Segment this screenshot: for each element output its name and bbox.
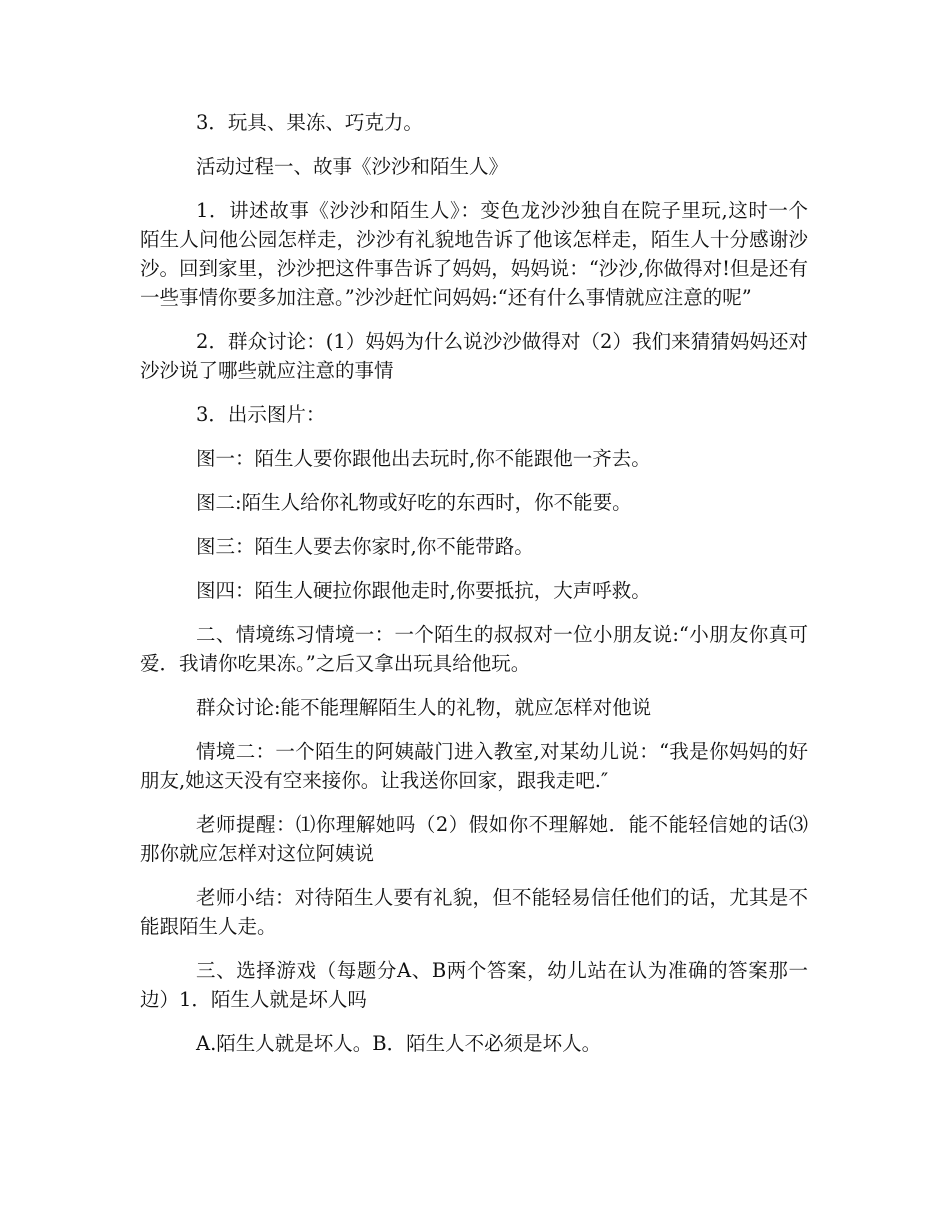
paragraph-scenario-1-discussion: 群众讨论:能不能理解陌生人的礼物，就应怎样对他说 bbox=[196, 696, 652, 719]
paragraph-teacher-reminder: 老师提醒：⑴你理解她吗（2）假如你不理解她．能不能轻信她的话⑶那你就应怎样对这位阿姨说 bbox=[140, 813, 808, 865]
paragraph-show-pictures: 3．出示图片： bbox=[196, 403, 326, 426]
paragraph-choice-game: 三、选择游戏（每题分A、B两个答案，幼儿站在认为准确的答案那一边）1．陌生人就是坏人吗 bbox=[140, 959, 808, 1011]
paragraph-teacher-summary: 老师小结：对待陌生人要有礼貌，但不能轻易信任他们的话，尤其是不能跟陌生人走。 bbox=[140, 886, 808, 938]
paragraph-scenario-2: 情境二：一个陌生的阿姨敲门进入教室,对某幼儿说：“我是你妈妈的好朋友,她这天没有空来接你。让我送你回家，跟我走吧.″ bbox=[140, 740, 808, 792]
paragraph-picture-4: 图四：陌生人硬拉你跟他走时,你要抵抗，大声呼救。 bbox=[196, 579, 651, 602]
paragraph-activity-heading: 活动过程一、故事《沙沙和陌生人》 bbox=[196, 155, 509, 178]
paragraph-picture-3: 图三：陌生人要去你家时,你不能带路。 bbox=[196, 535, 534, 558]
paragraph-picture-2: 图二:陌生人给你礼物或好吃的东西时，你不能要。 bbox=[196, 491, 632, 514]
paragraph-choice-answers: A.陌生人就是坏人。B．陌生人不必须是坏人。 bbox=[196, 1032, 602, 1055]
paragraph-picture-1: 图一：陌生人要你跟他出去玩时,你不能跟他一齐去。 bbox=[196, 447, 651, 470]
paragraph-story: 1．讲述故事《沙沙和陌生人》：变色龙沙沙独自在院子里玩,这时一个陌生人问他公园怎样走，沙沙有礼貌地告诉了他该怎样走，陌生人十分感谢沙沙。回到家里，沙沙把这件事告诉了妈妈，妈妈说：“沙沙,你做得对!但是还有一些事情你要多加注意。”沙沙赶忙问妈妈:“还有什么事情就应注意的呢” bbox=[140, 199, 808, 309]
paragraph-materials-item-3: 3．玩具、果冻、巧克力。 bbox=[196, 111, 423, 134]
document-body bbox=[140, 108, 808, 1073]
paragraph-scenario-1: 二、情境练习情境一：一个陌生的叔叔对一位小朋友说:“小朋友你真可爱．我请你吃果冻。”之后又拿出玩具给他玩。 bbox=[140, 623, 808, 675]
paragraph-group-discussion: 2．群众讨论：(1）妈妈为什么说沙沙做得对（2）我们来猜猜妈妈还对沙沙说了哪些就应注意的事情 bbox=[140, 330, 808, 382]
